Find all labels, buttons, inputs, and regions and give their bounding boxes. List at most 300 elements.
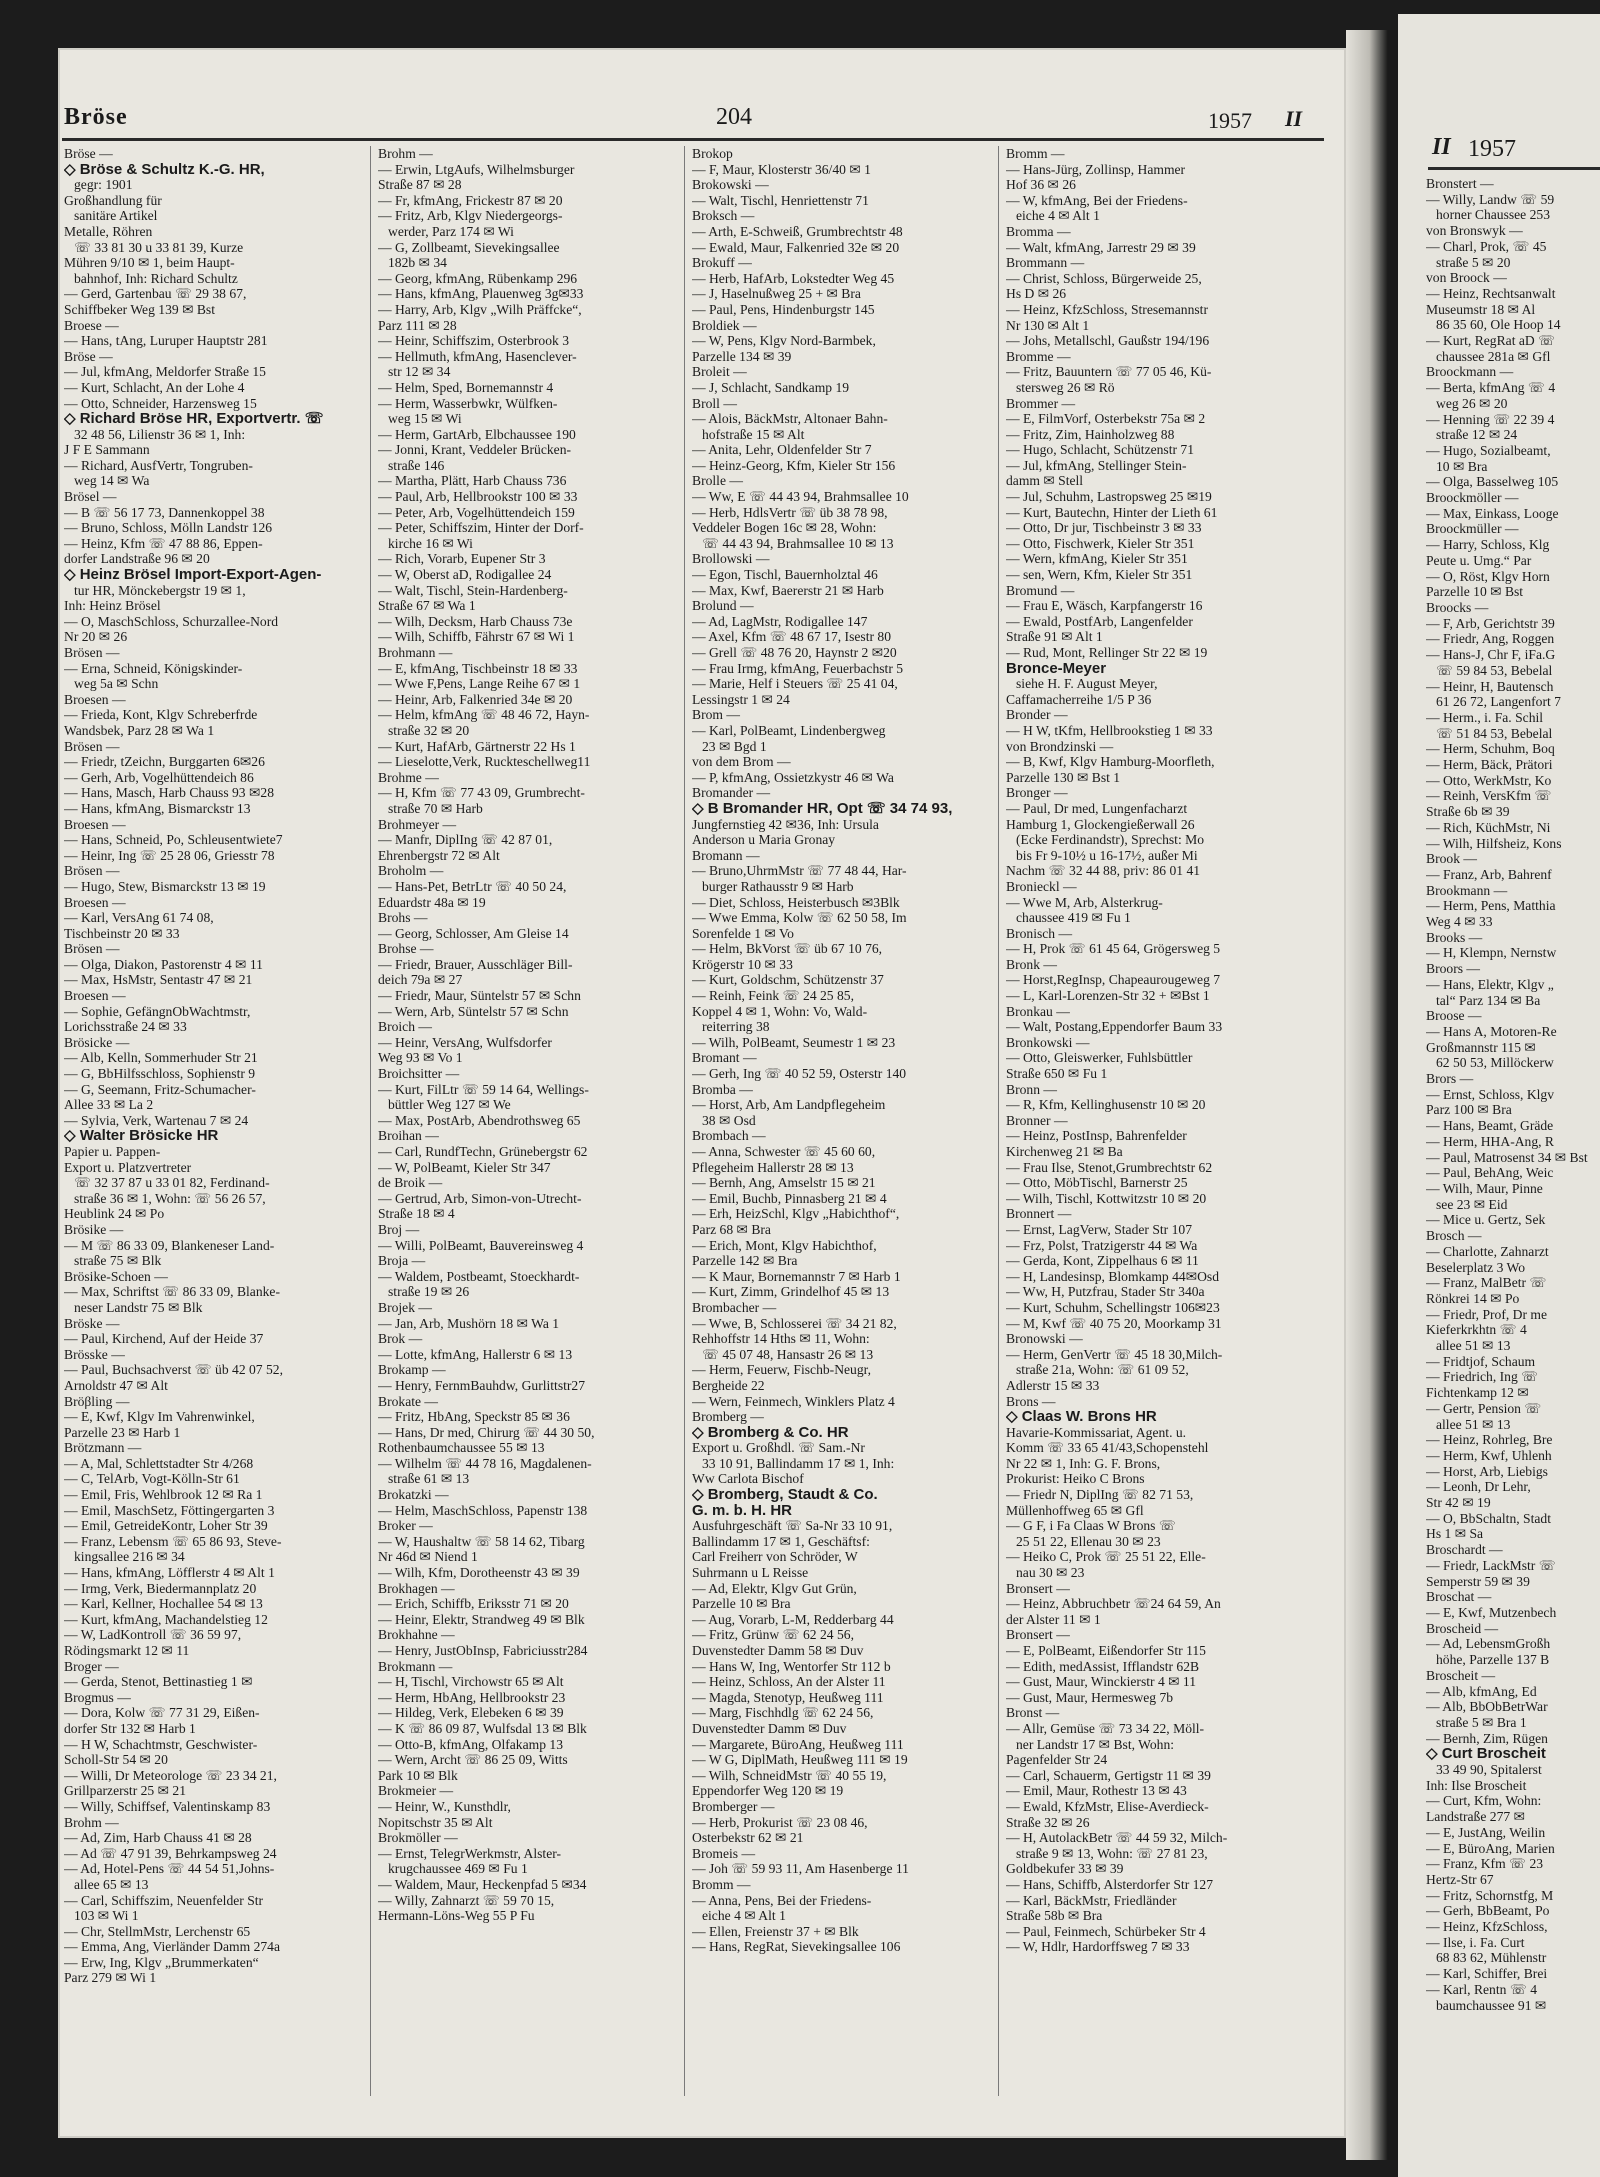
entry-line: — Chr, StellmMstr, Lerchenstr 65	[64, 1923, 251, 1939]
entry-line: Bromma —	[1006, 223, 1071, 239]
entry-line: Papier u. Pappen-	[64, 1144, 161, 1159]
entry-line: — Heinr, Arb, Falkenried 34e ✉ 20	[378, 691, 573, 707]
entry-line: — Erna, Schneid, Königskinder-	[64, 660, 243, 676]
entry-line: Bergheide 22	[692, 1377, 765, 1393]
entry-line: Pflegeheim Hallerstr 28 ✉ 13	[692, 1159, 854, 1175]
entry-line: Bronner —	[1006, 1112, 1068, 1128]
entry-line: Park 10 ✉ Blk	[378, 1767, 458, 1783]
entry-line: kingsallee 216 ✉ 34	[74, 1549, 185, 1565]
entry-line: — Willy, Landw ☏ 59	[1426, 191, 1555, 207]
entry-line: — Hildeg, Verk, Elebeken 6 ✉ 39	[378, 1705, 564, 1721]
entry-line: — Ernst, LagVerw, Stader Str 107	[1006, 1221, 1192, 1237]
entry-line: — Kurt, Schlacht, An der Lohe 4	[64, 379, 245, 395]
entry-line: hofstraße 15 ✉ Alt	[702, 426, 805, 442]
entry-line: Broese —	[64, 317, 119, 333]
entry-line: Hs D ✉ 26	[1006, 286, 1067, 302]
entry-line: Tischbeinstr 20 ✉ 33	[64, 925, 180, 941]
entry-line: Metalle, Röhren	[64, 223, 153, 239]
entry-line: — M ☏ 86 33 09, Blankeneser Land-	[64, 1237, 275, 1253]
entry-line: — Olga, Basselweg 105	[1426, 474, 1559, 490]
entry-line: 182b ✉ 34	[388, 255, 447, 271]
entry-line: — Fritz, Schornstfg, M	[1426, 1887, 1554, 1903]
entry-line: straße 12 ✉ 24	[1436, 427, 1518, 443]
entry-line: — R, Kfm, Kellinghusenstr 10 ✉ 20	[1006, 1097, 1206, 1113]
entry-line: Nr 20 ✉ 26	[64, 629, 128, 645]
entry-line: Brom —	[692, 707, 740, 723]
entry-line: Weg 4 ✉ 33	[1426, 914, 1493, 930]
entry-line: — Hans, Schneid, Po, Schleusentwiete7	[64, 832, 283, 848]
entry-line: de Broik —	[378, 1175, 443, 1191]
entry-line: — K ☏ 86 09 87, Wulfsdal 13 ✉ Blk	[378, 1720, 587, 1736]
entry-line: — Heiko C, Prok ☏ 25 51 22, Elle-	[1006, 1549, 1206, 1565]
entry-line: — Wwe Emma, Kolw ☏ 62 50 58, Im	[692, 910, 907, 926]
entry-line: — Emil, MaschSetz, Föttingergarten 3	[64, 1502, 275, 1518]
entry-line: Inh: Heinz Brösel	[64, 598, 161, 614]
entry-line: Brösen —	[64, 645, 120, 660]
entry-line: — Kurt, RegRat aD ☏	[1426, 333, 1556, 349]
entry-line: Broholm —	[378, 863, 444, 879]
entry-line: Veddeler Bogen 16c ✉ 28, Wohn:	[692, 520, 877, 536]
entry-line: — Willy, Schiffsef, Valentinskamp 83	[64, 1798, 271, 1814]
entry-line: — Otto, Fischwerk, Kieler Str 351	[1006, 535, 1195, 551]
entry-line: — Peter, Arb, Vogelhüttendeich 159	[378, 504, 575, 520]
entry-line: — Herm, HbAng, Hellbrookstr 23	[378, 1689, 566, 1705]
entry-line: — G, Zollbeamt, Sievekingsallee	[378, 239, 560, 255]
entry-line: Bronisch —	[1006, 925, 1073, 941]
entry-line: Brokhahne —	[378, 1627, 455, 1643]
entry-line: — Hans, Elektr, Klgv „	[1426, 976, 1554, 992]
entry-line: — Aug, Vorarb, L-M, Redderbarg 44	[692, 1611, 894, 1627]
entry-line: — Erich, Mont, Klgv Habichthof,	[692, 1237, 877, 1253]
entry-line: — Frau E, Wäsch, Karpfangerstr 16	[1006, 598, 1203, 614]
entry-line: Brokmann —	[378, 1658, 453, 1674]
entry-line: — Max, Einkass, Looge	[1426, 505, 1559, 521]
entry-line: (Ecke Ferdinandstr), Sprechst: Mo	[1016, 832, 1205, 848]
page-number: 204	[716, 104, 752, 130]
entry-line: Brösen —	[64, 738, 120, 754]
entry-line: — Friedr, Brauer, Ausschläger Bill-	[378, 956, 573, 972]
entry-line: Brook —	[1426, 851, 1477, 867]
entry-line: Straße 18 ✉ 4	[378, 1206, 455, 1222]
entry-line: Broesen —	[64, 988, 126, 1004]
entry-line: — E, JustAng, Weilin	[1426, 1824, 1546, 1840]
entry-line: — Wilhelm ☏ 44 78 16, Magdalenen-	[378, 1455, 592, 1471]
entry-line: — Friedr, LackMstr ☏	[1426, 1557, 1556, 1573]
entry-line: — Erich, Schiffb, Eriksstr 71 ✉ 20	[378, 1596, 569, 1612]
entry-line: Goldbekufer 33 ✉ 39	[1006, 1861, 1124, 1877]
entry-line: Broich —	[378, 1019, 432, 1035]
entry-line: — W G, DiplMath, Heußweg 111 ✉ 19	[692, 1752, 908, 1768]
entry-line: 103 ✉ Wi 1	[74, 1908, 139, 1924]
entry-line: — Dora, Kolw ☏ 77 31 29, Eißen-	[64, 1705, 260, 1721]
entry-line: Beselerplatz 3 Wo	[1426, 1259, 1526, 1275]
entry-line: — Emil, Maur, Rothestr 13 ✉ 43	[1006, 1783, 1187, 1799]
entry-line: — Fr, kfmAng, Frickestr 87 ✉ 20	[378, 192, 563, 208]
entry-line: — K Maur, Bornemannstr 7 ✉ Harb 1	[692, 1268, 901, 1284]
entry-line: Brohmann —	[378, 645, 453, 660]
entry-line: — Ilse, i. Fa. Curt	[1426, 1934, 1525, 1950]
entry-line: — Karl, VersAng 61 74 08,	[64, 910, 214, 926]
entry-line: Sorenfelde 1 ✉ Vo	[692, 925, 794, 941]
entry-line: Nachm ☏ 32 44 88, priv: 86 01 41	[1006, 863, 1201, 879]
entry-line: Rönkrei 14 ✉ Po	[1426, 1290, 1520, 1306]
entry-line: Parzelle 142 ✉ Bra	[692, 1253, 798, 1269]
entry-line: Fichtenkamp 12 ✉	[1426, 1385, 1529, 1401]
entry-line: Brommann —	[1006, 255, 1085, 271]
entry-line: — Mice u. Gertz, Sek	[1426, 1212, 1546, 1228]
entry-line: — Herm, Bäck, Prätori	[1426, 757, 1553, 773]
entry-line: — G, Seemann, Fritz-Schumacher-	[64, 1081, 256, 1097]
entry-line: — Willy, Zahnarzt ☏ 59 70 15,	[378, 1892, 555, 1908]
entry-line: tal“ Parz 134 ✉ Ba	[1436, 992, 1541, 1008]
entry-line: Brolle —	[692, 473, 743, 489]
entry-line: — Joh ☏ 59 93 11, Am Hasenberge 11	[692, 1861, 909, 1877]
entry-line: — Hans-Jürg, Zollinsp, Hammer	[1006, 161, 1186, 177]
entry-line: Bromme —	[1006, 348, 1071, 364]
entry-line: — Franz, Lebensm ☏ 65 86 93, Steve-	[64, 1533, 282, 1549]
entry-line: Duvenstedter Damm 58 ✉ Duv	[692, 1643, 864, 1658]
entry-line: — Max, PostArb, Abendrothsweg 65	[378, 1112, 581, 1128]
entry-line: höhe, Parzelle 137 B	[1436, 1652, 1550, 1668]
entry-line: — Kurt, Bautechn, Hinter der Lieth 61	[1006, 504, 1218, 520]
entry-line: — Harry, Schloss, Klg	[1426, 537, 1550, 553]
entry-line: — J, Schlacht, Sandkamp 19	[692, 379, 850, 395]
entry-line: — Ad, LagMstr, Rodigallee 147	[692, 613, 868, 629]
entry-line: — Fritz, Bauuntern ☏ 77 05 46, Kü-	[1006, 364, 1212, 380]
entry-line: straße 19 ✉ 26	[388, 1284, 470, 1300]
entry-line: Bromann —	[692, 847, 760, 863]
entry-line: — Harry, Arb, Klgv „Wilh Präffcke“,	[378, 301, 582, 317]
entry-line: — Willi, PolBeamt, Bauvereinsweg 4	[378, 1237, 584, 1253]
entry-line: — Heinz, KfzSchloss, Stresemannstr	[1006, 301, 1208, 317]
entry-line: Anderson u Maria Gronay	[692, 832, 836, 848]
entry-line: der Alster 11 ✉ 1	[1006, 1611, 1101, 1627]
entry-line: werder, Parz 174 ✉ Wi	[388, 223, 514, 239]
entry-line: Broockmann —	[1426, 364, 1514, 380]
entry-line: Brösike —	[64, 1221, 124, 1237]
entry-line: Parz 100 ✉ Bra	[1426, 1102, 1512, 1118]
entry-line: 33 49 90, Spitalerst	[1436, 1762, 1542, 1778]
entry-line: — Frieda, Kont, Klgv Schreberfrde	[64, 707, 258, 723]
entry-line: — Heinz, Abbruchbetr ☏24 64 59, An	[1006, 1596, 1221, 1612]
entry-line: Nr 46d ✉ Niend 1	[378, 1549, 478, 1565]
entry-line: — W, Oberst aD, Rodigallee 24	[378, 567, 552, 583]
entry-line: — Helm, BkVorst ☏ üb 67 10 76,	[692, 941, 883, 957]
entry-line: — H, Prok ☏ 61 45 64, Grögersweg 5	[1006, 941, 1221, 957]
entry-line: Krögerstr 10 ✉ 33	[692, 956, 793, 972]
entry-line: Brosch —	[1426, 1228, 1482, 1244]
entry-line: Brollowski —	[692, 551, 770, 567]
entry-line: Straße 87 ✉ 28	[378, 177, 462, 193]
entry-line: — Herm., i. Fa. Schil	[1426, 709, 1544, 725]
entry-line: Parz 279 ✉ Wi 1	[64, 1970, 157, 1986]
entry-line: — F, Arb, Gerichtstr 39	[1426, 615, 1555, 631]
entry-line: bahnhof, Inh: Richard Schultz	[74, 270, 238, 286]
entry-line: Brombach —	[692, 1128, 766, 1144]
entry-line: — Gust, Maur, Winckierstr 4 ✉ 11	[1006, 1674, 1197, 1690]
entry-line: — Carl, Schauerm, Gertigstr 11 ✉ 39	[1006, 1767, 1211, 1783]
entry-line: — Hans, Schiffb, Alsterdorfer Str 127	[1006, 1876, 1214, 1892]
entry-line: — Hans, kfmAng, Löfflerstr 4 ✉ Alt 1	[64, 1565, 275, 1581]
entry-line: Broschardt —	[1426, 1542, 1503, 1558]
entry-line: — Fritz, Arb, Klgv Niedergeorgs-	[378, 208, 563, 224]
entry-line: — Wern, Archt ☏ 86 25 09, Witts	[378, 1752, 568, 1768]
entry-line: — sen, Wern, Kfm, Kieler Str 351	[1006, 567, 1193, 583]
entry-line: — Ad, LebensmGroßh	[1426, 1636, 1551, 1652]
entry-line: — Reinh, Feink ☏ 24 25 85,	[692, 988, 854, 1004]
entry-line: — Ernst, TelegrWerkmstr, Alster-	[378, 1845, 562, 1861]
entry-line: — Richard, AusfVertr, Tongruben-	[64, 457, 253, 473]
entry-line: Bronst —	[1006, 1705, 1060, 1721]
entry-line: Ww Carlota Bischof	[692, 1471, 804, 1487]
entry-line: sanitäre Artikel	[74, 208, 158, 224]
entry-line: — Franz, MalBetr ☏	[1426, 1275, 1547, 1291]
entry-line: Bromander —	[692, 785, 771, 801]
entry-line: — Hans, kfmAng, Plauenweg 3g✉33	[378, 286, 584, 302]
entry-line: Parzelle 23 ✉ Harb 1	[64, 1424, 181, 1440]
entry-line: Rehhoffstr 14 Hths ✉ 11, Wohn:	[692, 1331, 870, 1347]
entry-line: Brösske —	[64, 1346, 125, 1362]
entry-line: Bromberger —	[692, 1798, 775, 1814]
entry-line: Carl Freiherr von Schröder, W	[692, 1549, 858, 1565]
entry-line: 33 10 91, Ballindamm 17 ✉ 1, Inh:	[702, 1455, 895, 1471]
entry-line: — Friedr, Maur, Süntelstr 57 ✉ Schn	[378, 988, 581, 1004]
entry-line: Brösike-Schoen —	[64, 1268, 168, 1284]
entry-line: Brookmann —	[1426, 882, 1508, 898]
entry-line: straße 75 ✉ Blk	[74, 1253, 162, 1269]
entry-line: Arnoldstr 47 ✉ Alt	[64, 1377, 168, 1393]
entry-line: — Hans, Beamt, Gräde	[1426, 1118, 1554, 1134]
entry-line: — Hans A, Motoren-Re	[1426, 1023, 1557, 1039]
entry-line: — Ad, Elektr, Klgv Gut Grün,	[692, 1580, 857, 1596]
entry-line: — W, LadKontroll ☏ 36 59 97,	[64, 1627, 242, 1643]
entry-line: — Erwin, LtgAufs, Wilhelmsburger	[378, 161, 575, 177]
entry-line: — Horst, Arb, Am Landpflegeheim	[692, 1097, 886, 1113]
entry-line: 10 ✉ Bra	[1436, 458, 1488, 474]
entry-line: straße 70 ✉ Harb	[388, 800, 483, 816]
entry-line: Bromund —	[1006, 582, 1075, 598]
entry-line: Straße 650 ✉ Fu 1	[1006, 1066, 1108, 1082]
entry-line: Bronsert —	[1006, 1580, 1070, 1596]
entry-line: — Max, Kwf, Baererstr 21 ✉ Harb	[692, 582, 884, 598]
entry-line: — E, kfmAng, Tischbeinstr 18 ✉ 33	[378, 660, 578, 676]
entry-line: straße 146	[388, 457, 445, 473]
book-gutter	[1346, 30, 1398, 2160]
entry-line: Wandsbek, Parz 28 ✉ Wa 1	[64, 722, 215, 738]
entry-line: — Irmg, Verk, Biedermannplatz 20	[64, 1580, 257, 1596]
entry-line: — Friedr N, DiplIng ☏ 82 71 53,	[1006, 1487, 1194, 1503]
entry-line: — Axel, Kfm ☏ 48 67 17, Isestr 80	[692, 629, 891, 645]
entry-line: — Heinz-Georg, Kfm, Kieler Str 156	[692, 457, 896, 473]
entry-line: — O, Röst, Klgv Horn	[1426, 568, 1550, 584]
entry-line: Bronieckl —	[1006, 878, 1077, 894]
entry-line: Allee 33 ✉ La 2	[64, 1097, 154, 1113]
entry-line: Broschat —	[1426, 1589, 1492, 1605]
entry-line: Inh: Ilse Broscheit	[1426, 1777, 1527, 1793]
entry-line: Brohse —	[378, 941, 434, 957]
entry-line: Broichsitter —	[378, 1066, 460, 1082]
entry-line: von Broock —	[1426, 270, 1507, 286]
entry-line: Straße 91 ✉ Alt 1	[1006, 629, 1103, 645]
entry-line: — Henry, FernmBauhdw, Gurlittstr27	[378, 1377, 586, 1393]
entry-line: — Bruno, Schloss, Mölln Landstr 126	[64, 520, 273, 536]
entry-line: Broja —	[378, 1253, 426, 1269]
entry-line: siehe H. F. August Meyer,	[1016, 676, 1158, 692]
entry-line: Duvenstedter Damm ✉ Duv	[692, 1720, 847, 1736]
entry-line: Rothenbaumchaussee 55 ✉ 13	[378, 1440, 545, 1456]
entry-line: — Carl, RundfTechn, Grünebergstr 62	[378, 1144, 588, 1159]
entry-line: — Otto-B, kfmAng, Olfakamp 13	[378, 1736, 564, 1752]
entry-line: straße 9 ✉ 13, Wohn: ☏ 27 81 23,	[1016, 1845, 1208, 1861]
entry-line: — Wwe M, Arb, Alsterkrug-	[1006, 894, 1163, 910]
page-volume: II	[1285, 106, 1303, 131]
entry-line: — Herm, Schuhm, Boq	[1426, 741, 1555, 757]
entry-line: — Wwe F,Pens, Lange Reihe 67 ✉ 1	[378, 676, 581, 692]
entry-line: — Georg, kfmAng, Rübenkamp 296	[378, 270, 578, 286]
entry-line: Brombacher —	[692, 1299, 777, 1315]
entry-line: ☏ 45 07 48, Hansastr 26 ✉ 13	[702, 1346, 874, 1362]
entry-line: — Magda, Stenotyp, Heußweg 111	[692, 1689, 884, 1705]
entry-line: — Heinz, PostInsp, Bahrenfelder	[1006, 1128, 1187, 1144]
entry-line: — Kurt, HafArb, Gärtnerstr 22 Hs 1	[378, 738, 576, 754]
entry-line: — Ww, H, Putzfrau, Stader Str 340a	[1006, 1284, 1205, 1300]
entry-line: — G F, i Fa Claas W Brons ☏	[1006, 1518, 1176, 1534]
entry-line: — H, Klempn, Nernstw	[1426, 945, 1557, 961]
entry-line: Bröske —	[64, 1315, 120, 1331]
entry-line: — H, Tischl, Virchowstr 65 ✉ Alt	[378, 1674, 564, 1690]
entry-line: — Jul, kfmAng, Meldorfer Straße 15	[64, 364, 266, 380]
entry-line: — F, Maur, Klosterstr 36/40 ✉ 1	[692, 161, 871, 177]
entry-line: von dem Brom —	[692, 754, 791, 770]
entry-line: — B, Kwf, Klgv Hamburg-Moorfleth,	[1006, 754, 1215, 770]
entry-line: Straße 6b ✉ 39	[1426, 804, 1510, 820]
entry-line: Parz 68 ✉ Bra	[692, 1221, 771, 1237]
entry-line: — Paul, Feinmech, Schürbeker Str 4	[1006, 1923, 1206, 1939]
right-page	[1398, 14, 1600, 2177]
column-2	[378, 146, 678, 1924]
entry-line: — W, Hdlr, Hardorffsweg 7 ✉ 33	[1006, 1939, 1190, 1955]
entry-line: — Paul, BehAng, Weic	[1426, 1165, 1554, 1181]
entry-line: — Georg, Schlosser, Am Gleise 14	[378, 925, 569, 941]
entry-line: — Emil, Fris, Wehlbrook 12 ✉ Ra 1	[64, 1487, 263, 1503]
entry-line: Broker —	[378, 1518, 433, 1534]
entry-line: — Herm, HHA-Ang, R	[1426, 1133, 1554, 1149]
entry-line: — Leonh, Dr Lehr,	[1426, 1479, 1531, 1495]
entry-line: — E, BüroAng, Marien	[1426, 1840, 1555, 1856]
entry-line: — Heinr, H, Bautensch	[1426, 678, 1554, 694]
entry-line: — Wilh, Tischl, Kottwitzstr 10 ✉ 20	[1006, 1190, 1207, 1206]
entry-line: Brösen —	[64, 941, 120, 957]
entry-line: Brooks —	[1426, 929, 1483, 945]
right-year: 1957	[1468, 136, 1516, 162]
entry-line: — Frz, Polst, Tratzigerstr 44 ✉ Wa	[1006, 1237, 1198, 1253]
entry-line: Eduardstr 48a ✉ 19	[378, 894, 486, 910]
entry-line: straße 21a, Wohn: ☏ 61 09 52,	[1016, 1362, 1189, 1378]
entry-line: Grillparzerstr 25 ✉ 21	[64, 1783, 186, 1799]
entry-line: Hertz-Str 67	[1426, 1871, 1494, 1887]
entry-line: straße 5 ✉ 20	[1436, 254, 1511, 270]
entry-line: — Kurt, Zimm, Grindelhof 45 ✉ 13	[692, 1284, 890, 1300]
entry-line: Bromm —	[692, 1876, 751, 1892]
entry-line: Brokmöller —	[378, 1830, 458, 1846]
entry-line: burger Rathausstr 9 ✉ Harb	[702, 878, 854, 894]
entry-line: — Christ, Schloss, Bürgerweide 25,	[1006, 270, 1202, 286]
entry-line: — Walt, Postang,Eppendorfer Baum 33	[1006, 1019, 1223, 1035]
entry-line: — Heinr, VersAng, Wulfsdorfer	[378, 1034, 552, 1050]
entry-line: straße 61 ✉ 13	[388, 1471, 470, 1487]
entry-line: — Gerh, Ing ☏ 40 52 59, Osterstr 140	[692, 1066, 907, 1082]
entry-line: — Grell ☏ 48 76 20, Haynstr 2 ✉20	[692, 645, 897, 660]
entry-line: — Hans W, Ing, Wentorfer Str 112 b	[692, 1658, 891, 1674]
entry-line: — Gerda, Kont, Zippelhaus 6 ✉ 11	[1006, 1253, 1199, 1269]
entry-line: Weg 93 ✉ Vo 1	[378, 1050, 463, 1066]
entry-line: — Fridtjof, Schaum	[1426, 1353, 1536, 1369]
entry-line: — Walt, Tischl, Stein-Hardenberg-	[378, 582, 568, 598]
entry-line: Hermann-Löns-Weg 55 P Fu	[378, 1908, 535, 1924]
entry-line: Brolund —	[692, 598, 754, 614]
entry-line: — Charlotte, Zahnarzt	[1426, 1243, 1549, 1259]
entry-line: — Bernh, Zim, Rügen	[1426, 1730, 1548, 1746]
entry-line: — Friedr, Ang, Roggen	[1426, 631, 1555, 647]
entry-line: Straße 58b ✉ Bra	[1006, 1908, 1103, 1924]
entry-line: Kieferkrkhtn ☏ 4	[1426, 1322, 1527, 1338]
entry-line: — Paul, Kirchend, Auf der Heide 37	[64, 1331, 264, 1347]
entry-line: Brok —	[378, 1331, 423, 1347]
entry-line: — M, Kwf ☏ 40 75 20, Moorkamp 31	[1006, 1315, 1222, 1331]
entry-line: — Jul, Schuhm, Lastropsweg 25 ✉19	[1006, 489, 1212, 505]
entry-line: — Helm, kfmAng ☏ 48 46 72, Hayn-	[378, 707, 590, 723]
entry-line: Nopitschstr 35 ✉ Alt	[378, 1814, 493, 1830]
entry-line: — Paul, Matrosenst 34 ✉ Bst	[1426, 1149, 1588, 1165]
entry-line: Export u. Großhdl. ☏ Sam.-Nr	[692, 1440, 865, 1456]
entry-line: — Ad, Zim, Harb Chauss 41 ✉ 28	[64, 1830, 252, 1846]
entry-line: Lessingstr 1 ✉ 24	[692, 691, 790, 707]
entry-line: Parzelle 10 ✉ Bst	[1426, 584, 1524, 600]
entry-line: — Paul, Buchsachverst ☏ üb 42 07 52,	[64, 1362, 283, 1378]
entry-line: — Alois, BäckMstr, Altonaer Bahn-	[692, 411, 888, 427]
entry-line: Hs 1 ✉ Sa	[1426, 1526, 1484, 1542]
column-4	[1006, 146, 1306, 1955]
entry-line: — Rud, Mont, Rellinger Str 22 ✉ 19	[1006, 645, 1208, 660]
entry-line: — Walt, Tischl, Henriettenstr 71	[692, 192, 869, 208]
entry-line: Straße 32 ✉ 26	[1006, 1814, 1090, 1830]
entry-line: Broger —	[64, 1658, 119, 1674]
entry-line: — Wilh, Kfm, Dorotheenstr 43 ✉ 39	[378, 1565, 580, 1581]
entry-line: Bröse —	[64, 348, 113, 364]
entry-line: — Herb, Prokurist ☏ 23 08 46,	[692, 1814, 868, 1830]
entry-line: 38 ✉ Osd	[702, 1112, 756, 1128]
entry-line: — Alb, kfmAng, Ed	[1426, 1683, 1537, 1699]
entry-line: — Gerh, Arb, Vogelhüttendeich 86	[64, 769, 254, 785]
entry-line: Großmannstr 115 ✉	[1426, 1039, 1536, 1055]
entry-line: — Otto, Schneider, Harzensweg 15	[64, 395, 257, 411]
entry-line: straße 36 ✉ 1, Wohn: ☏ 56 26 57,	[74, 1190, 266, 1206]
entry-line: — Ewald, PostfArb, Langenfelder	[1006, 613, 1193, 629]
entry-line: weg 14 ✉ Wa	[74, 473, 150, 489]
entry-line: Nr 130 ✉ Alt 1	[1006, 317, 1090, 333]
entry-line: Bronkau —	[1006, 1003, 1070, 1019]
entry-line: — L, Karl-Lorenzen-Str 32 + ✉Bst 1	[1006, 988, 1210, 1004]
entry-line: Bromeis —	[692, 1845, 756, 1861]
entry-line: — Otto, MöbTischl, Barnerstr 25	[1006, 1175, 1188, 1191]
entry-line: 25 51 22, Ellenau 30 ✉ 23	[1016, 1533, 1161, 1549]
entry-line: — Karl, Rentn ☏ 4	[1426, 1981, 1538, 1997]
entry-line: — Marg, Fischhdlg ☏ 62 24 56,	[692, 1705, 874, 1721]
entry-line: — Paul, Pens, Hindenburgstr 145	[692, 301, 875, 317]
entry-line: Nr 22 ✉ 1, Inh: G. F. Brons,	[1006, 1455, 1161, 1471]
entry-line: Brojek —	[378, 1299, 432, 1315]
entry-line: — Kurt, Schuhm, Schellingstr 106✉23	[1006, 1299, 1220, 1315]
